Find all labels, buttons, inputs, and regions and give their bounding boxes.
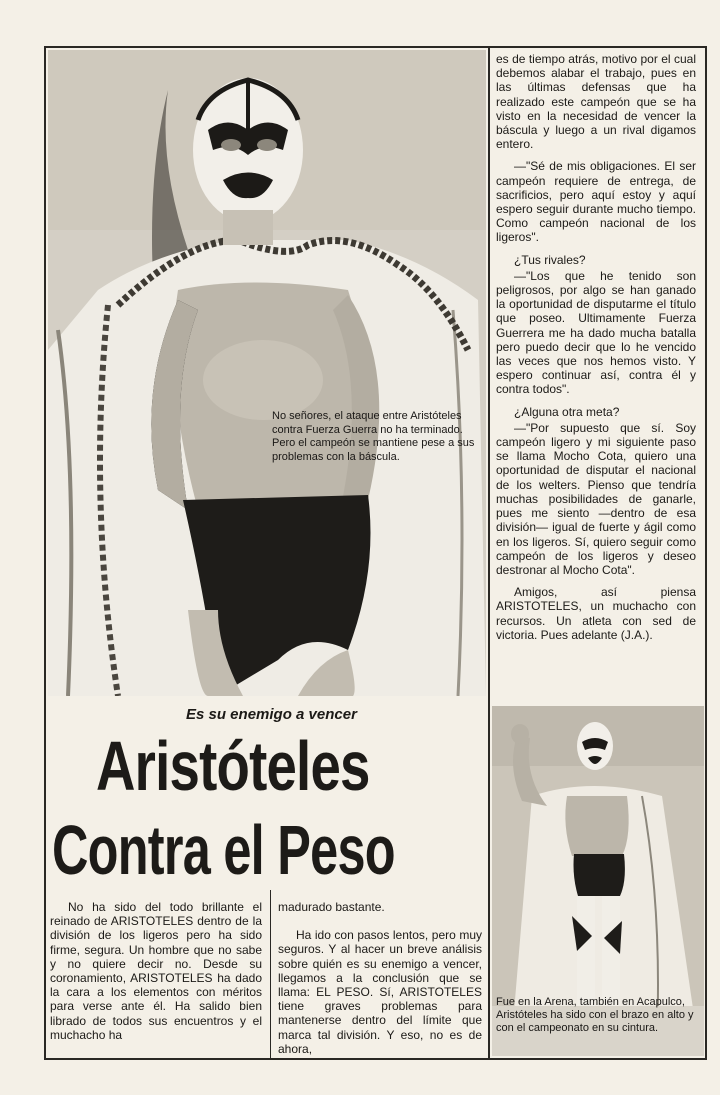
column-divider-bottom <box>270 890 271 1060</box>
paragraph: Ha ido con pasos lentos, pero muy seguros. Y al hacer un breve análisis sobre quién es su enemigo a vencer, llegamos a la conclusión que se llama: EL PESO. Sí, ARISTOTELES tiene graves problemas para mantenerse dentro del límite que marca tal división. Y eso, no es de ahora, <box>278 928 482 1056</box>
column-divider <box>488 46 490 1060</box>
paragraph-question: ¿Alguna otra meta? <box>514 404 620 419</box>
paragraph: No ha sido del todo brillante el reinado de ARISTOTELES dentro de la división de los ligeros pero ha sido firme, segura. Un hombre que no sabe y no quiere decir no. Desde su coronamiento, ARISTOTELES ha dado la cara a los elementos con méritos para verse ante él. Ha salido bien librado de todos sus encuentros y el muchacho ha <box>50 900 262 1042</box>
main-photo-caption: No señores, el ataque entre Aristóteles contra Fuerza Guerra no ha terminado. Pero el campeón se mantiene pese a sus problemas con la báscula. <box>272 410 475 463</box>
paragraph: —"Por supuesto que sí. Soy campeón ligero y mi siguiente paso se llama Mocho Cota, quiero una oportunidad de disputar el nacional de los welters. Pienso que tendría muchas posibilidades de ganarle, pues me siento —dentro de esa división— igual de fuerte y ágil como en los ligeros. Sí, quiero seguir como campeón de los ligeros y deseo destronar al Mocho Cota". <box>496 420 696 577</box>
paragraph-question: ¿Tus rivales? <box>514 252 586 267</box>
headline-line-1: Aristóteles <box>96 727 370 805</box>
right-text-column <box>496 52 696 650</box>
article-kicker: Es su enemigo a vencer <box>186 706 357 723</box>
headline-line-2: Contra el Peso <box>52 811 395 889</box>
paragraph: Amigos, así piensa ARISTOTELES, un muchacho con recursos. Un atleta con sed de victoria. Pues adelante (J.A.). <box>496 585 696 642</box>
paragraph: madurado bastante. <box>278 900 385 914</box>
paragraph: es de tiempo atrás, motivo por el cual debemos alabar el trabajo, pues en las últimas defensas que ha realizado este campeón que se ha visto en la necesidad de vencer la báscula y luego a un rival digamos entero. <box>496 52 696 152</box>
bottom-middle-column <box>278 900 482 1064</box>
small-photo-caption: Fue en la Arena, también en Acapulco, Aristóteles ha sido con el brazo en alto y con el campeonato en su cintura. <box>496 996 694 1034</box>
main-wrestler-photo <box>48 50 486 696</box>
paragraph: —"Los que he tenido son peligrosos, por algo se han ganado la oportunidad de disputarme el título que poseo. Ultimamente Fuerza Guerrera me ha dado mucha batalla pero puedo decir que lo he vencido las veces que nos hemos visto. Y espero continuar así, contra él y contra todos". <box>496 268 696 397</box>
wrestler-photo-image <box>48 50 486 696</box>
paragraph: —"Sé de mis obligaciones. El ser campeón requiere de entrega, de sacrificios, pero aquí estoy y aquí espero seguir durante mucho tiempo. Como campeón nacional de los ligeros". <box>496 159 696 245</box>
bottom-left-column <box>50 900 262 1050</box>
